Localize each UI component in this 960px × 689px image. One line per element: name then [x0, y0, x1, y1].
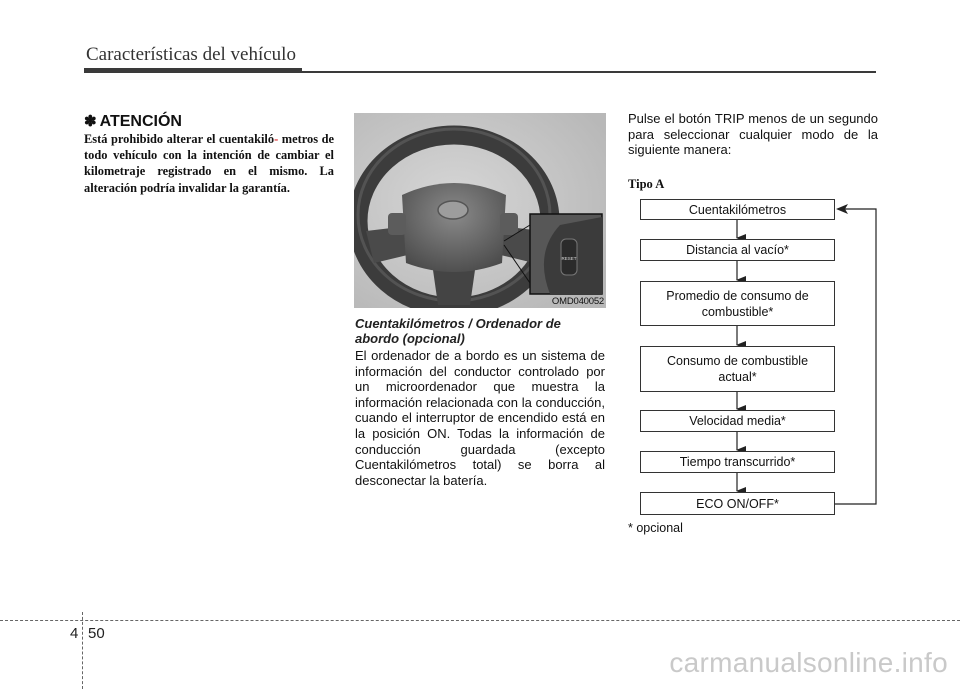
- page-header-title: Características del vehículo: [86, 44, 296, 65]
- flow-step-average-consumption: Promedio de consumo de combustible*: [640, 281, 835, 326]
- flow-step-eco: ECO ON/OFF*: [640, 492, 835, 515]
- flow-step-odometer: Cuentakilómetros: [640, 199, 835, 220]
- section-title: Cuentakilómetros / Ordenador de abordo (opcional): [355, 316, 561, 346]
- flow-type-label: Tipo A: [628, 177, 665, 191]
- reset-button-label: RESET: [561, 256, 577, 261]
- watermark: carmanualsonline.info: [669, 647, 948, 678]
- flow-step-elapsed-time: Tiempo transcurrido*: [640, 451, 835, 473]
- warning-rest: metros de todo vehículo con la intención de cambiar el kilometraje registrado en el mismo. La alteración podría invalidar la garantía.: [84, 132, 334, 195]
- asterisk-icon: ✽: [84, 113, 97, 130]
- footer-divider: [82, 612, 83, 689]
- flow-step-average-speed: Velocidad media*: [640, 410, 835, 432]
- flow-footnote: * opcional: [628, 521, 683, 535]
- warning-hyphen: -: [274, 132, 279, 146]
- footer-rule: [0, 620, 960, 621]
- section-body: El ordenador de a bordo es un sistema de información del conductor controlado por un microordenador que muestra la información relacionada con la conducción, cuando el interruptor de encendido está en la posición ON. Todas la información de conducción guardada (excepto Cuentakilómetros total) se borra al desconectar la batería.: [355, 348, 605, 488]
- flow-step-distance-to-empty: Distancia al vacío*: [640, 239, 835, 261]
- loop-back-line: [835, 209, 876, 504]
- figure-code: OMD040052: [551, 296, 604, 307]
- warning-line1: Está prohibido alterar el cuentakiló: [84, 132, 275, 146]
- intro-paragraph: Pulse el botón TRIP menos de un segundo para seleccionar cualquier modo de la siguiente manera:: [628, 111, 878, 158]
- flow-step-current-consumption: Consumo de combustible actual*: [640, 346, 835, 392]
- page-number: 50: [88, 625, 105, 642]
- warning-heading-text: ATENCIÓN: [99, 113, 182, 130]
- chapter-number: 4: [70, 625, 79, 642]
